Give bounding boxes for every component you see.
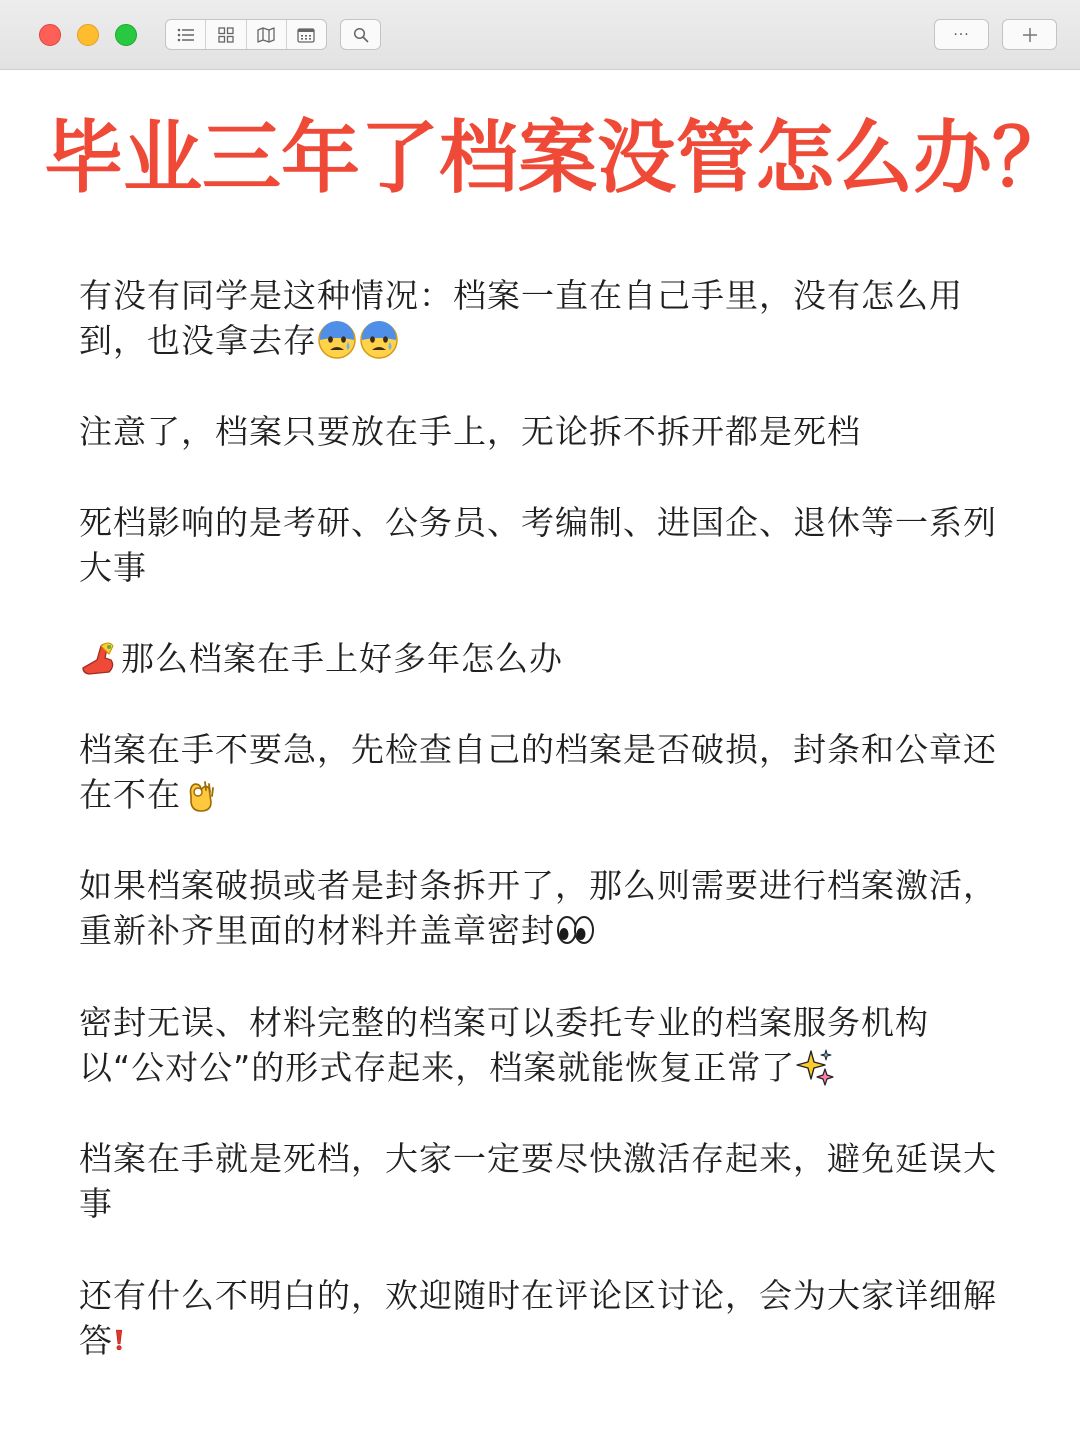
paragraph-text: 档案在手就是死档，大家一定要尽快激活存起来，避免延误大事 (79, 1139, 997, 1223)
list-view-button[interactable] (166, 20, 206, 49)
note-content (0, 70, 1080, 1440)
article-title: 毕业三年了档案没管怎么办？ (44, 112, 1071, 204)
map-view-button[interactable] (247, 20, 287, 49)
paragraph-6 (79, 863, 1004, 953)
zoom-window-button[interactable] (115, 24, 137, 46)
paragraph-3 (79, 500, 1004, 590)
hand-pointing-icon (79, 638, 119, 678)
calendar-icon (297, 27, 315, 43)
paragraph-4 (79, 636, 1004, 681)
paragraph-text: 密封无误、材料完整的档案可以委托专业的档案服务机构以“公对公”的形式存起来，档案就能恢复正常了 (79, 1003, 929, 1087)
paragraph-1 (79, 273, 1004, 363)
view-mode-segmented-control (165, 19, 327, 50)
paragraph-5 (79, 727, 1004, 817)
paragraph-text: 档案在手不要急，先检查自己的档案是否破损，封条和公章还在不在 (79, 730, 997, 814)
search-icon (353, 27, 369, 43)
minimize-window-button[interactable] (77, 24, 99, 46)
more-button[interactable] (934, 19, 989, 50)
grid-view-icon (218, 27, 234, 43)
add-icon (1022, 27, 1038, 43)
paragraph-text: 注意了，档案只要放在手上，无论拆不拆开都是死档 (79, 412, 861, 451)
eyes-icon (555, 910, 595, 950)
map-icon (257, 27, 275, 43)
paragraph-text: 死档影响的是考研、公务员、考编制、进国企、退休等一系列大事 (79, 503, 997, 587)
paragraph-text: 还有什么不明白的，欢迎随时在评论区讨论，会为大家详细解答 (79, 1276, 997, 1360)
exclamation-icon (113, 1320, 135, 1360)
close-window-button[interactable] (39, 24, 61, 46)
more-icon: ··· (953, 26, 970, 43)
anxious-face-icon (359, 320, 399, 360)
ok-hand-icon (181, 774, 221, 814)
add-button[interactable] (1002, 19, 1057, 50)
paragraph-text: 如果档案破损或者是封条拆开了，那么则需要进行档案激活，重新补齐里面的材料并盖章密封 (79, 866, 997, 950)
search-button[interactable] (340, 19, 381, 50)
paragraph-8 (79, 1136, 1004, 1226)
paragraph-2 (79, 409, 1004, 454)
window-titlebar (0, 0, 1080, 70)
paragraph-text: 那么档案在手上好多年怎么办 (121, 639, 563, 678)
paragraph-9 (79, 1273, 1004, 1363)
list-view-icon (177, 28, 195, 42)
anxious-face-icon (317, 320, 357, 360)
paragraph-7 (79, 1000, 1004, 1090)
calendar-view-button[interactable] (287, 20, 326, 49)
sparkles-icon (795, 1047, 835, 1087)
paragraph-text: 有没有同学是这种情况：档案一直在自己手里，没有怎么用到，也没拿去存 (79, 276, 963, 360)
grid-view-button[interactable] (206, 20, 246, 49)
